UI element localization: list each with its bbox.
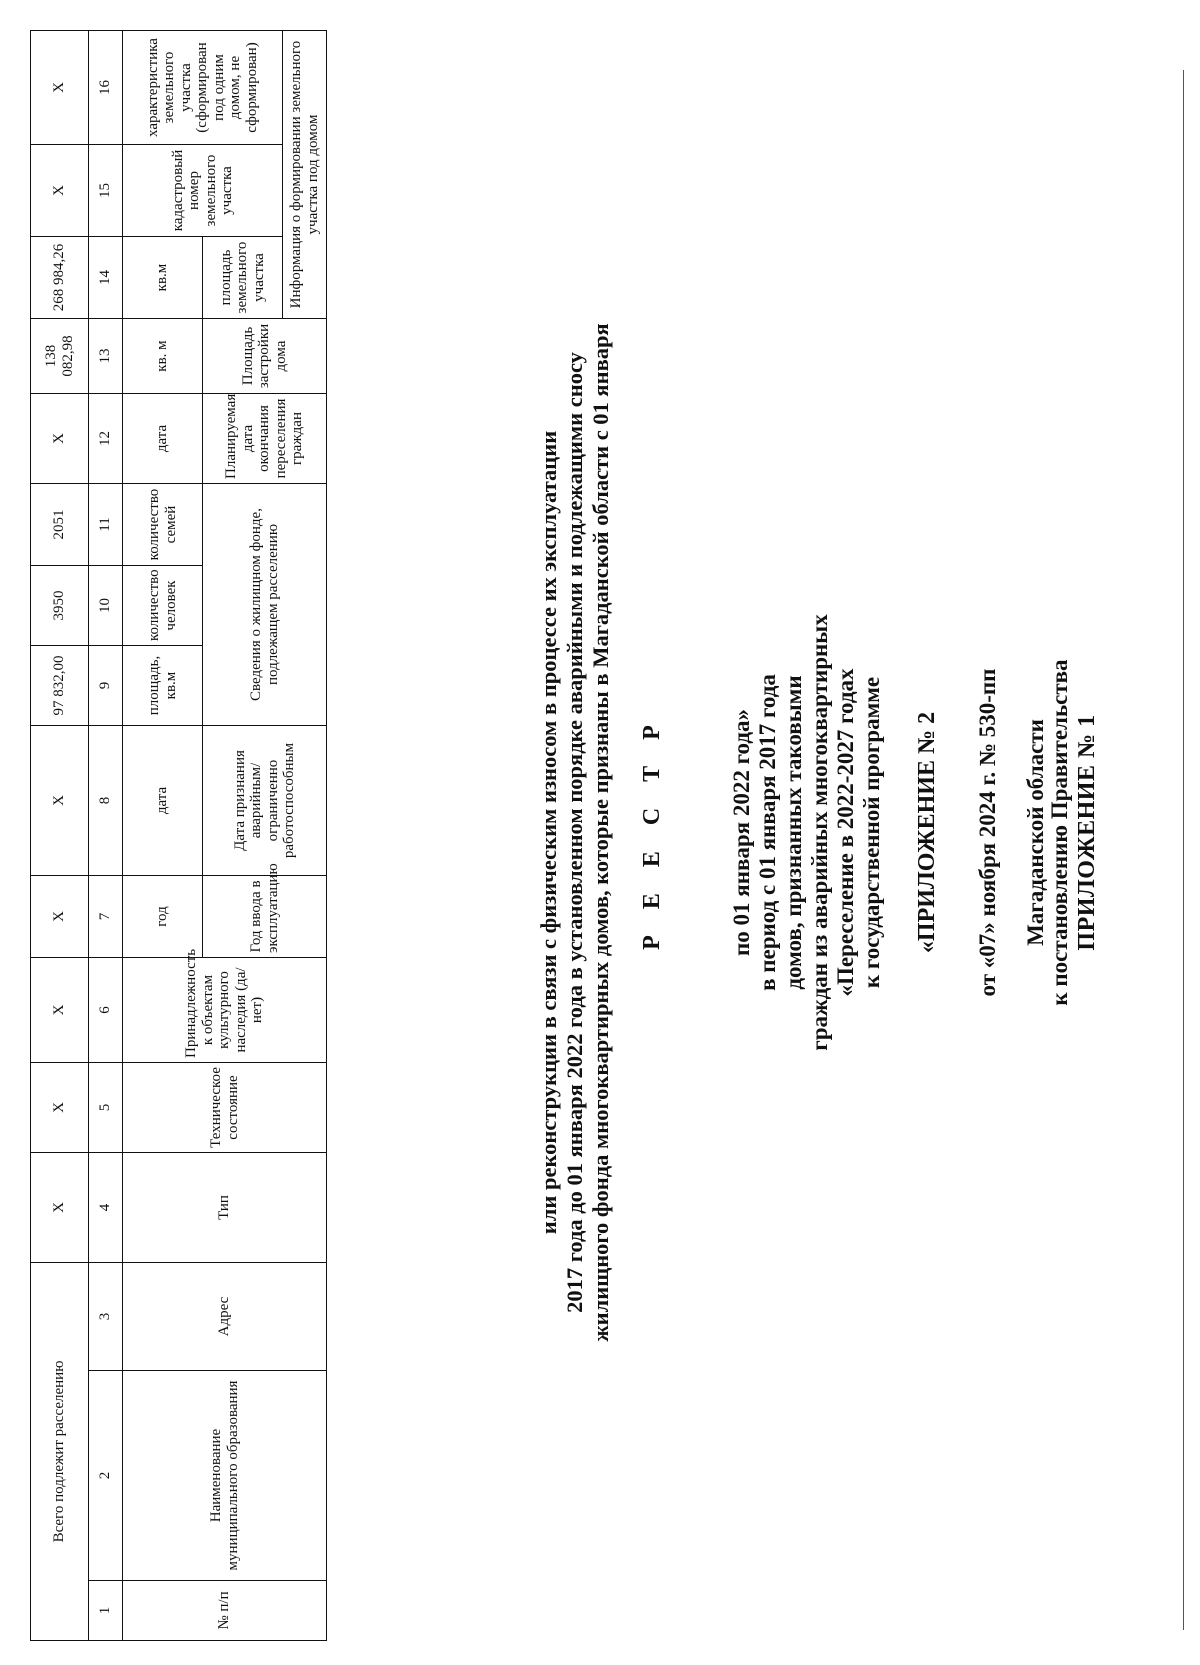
- header-municipality: Наименование муниципального образования: [123, 1371, 327, 1581]
- header-cadastral-number: кадастровый номер земельного участка: [123, 145, 283, 237]
- column-number: 3: [89, 1263, 123, 1371]
- register-subtitle-line3: или реконструкции в связи с физическим износом в процессе их эксплуатации: [536, 430, 561, 1235]
- total-persons: 3950: [31, 566, 89, 646]
- total-label: Всего подлежит расселению: [31, 1263, 89, 1641]
- header-persons: количество человек: [123, 566, 203, 646]
- total-cell: Х: [31, 876, 89, 958]
- total-cell: Х: [31, 726, 89, 876]
- header-type: Тип: [123, 1153, 327, 1263]
- header-year-commissioned: Год ввода в эксплуатацию: [203, 876, 327, 958]
- column-number: 12: [89, 394, 123, 484]
- column-number: 6: [89, 958, 123, 1063]
- column-number: 15: [89, 145, 123, 237]
- column-number: 10: [89, 566, 123, 646]
- column-number: 8: [89, 726, 123, 876]
- total-cell: Х: [31, 145, 89, 237]
- total-built-area: 138 082,98: [31, 319, 89, 394]
- header-address: Адрес: [123, 1263, 327, 1371]
- total-cell: Х: [31, 394, 89, 484]
- register-subtitle-line1: жилищного фонда многоквартирных домов, которые признаны в Магаданской области с 01 января: [588, 323, 613, 1342]
- unit-year: год: [123, 876, 203, 958]
- total-cell: Х: [31, 31, 89, 145]
- column-number: 7: [89, 876, 123, 958]
- total-cell: Х: [31, 958, 89, 1063]
- appendix1-heading: ПРИЛОЖЕНИЕ № 1: [1074, 714, 1100, 951]
- program-line6: по 01 января 2022 года»: [729, 709, 754, 956]
- program-line3: граждан из аварийных многоквартирных: [807, 614, 832, 1051]
- total-cell: Х: [31, 1063, 89, 1153]
- program-line4: домов, признанных таковыми: [781, 675, 806, 990]
- register-subtitle-line2: 2017 года до 01 января 2022 года в установленном порядке аварийными и подлежащими сносу: [562, 352, 587, 1313]
- table-total-row: [31, 31, 89, 1641]
- total-area: 97 832,00: [31, 646, 89, 726]
- header-housing-info: Сведения о жилищном фонде, подлежащем расселению: [203, 484, 327, 726]
- header-line1: к постановлению Правительства: [1047, 659, 1072, 1006]
- header-number: № п/п: [123, 1581, 327, 1641]
- register-table: [30, 30, 327, 1641]
- register-title: Р Е Е С Т Р: [639, 715, 665, 950]
- total-families: 2051: [31, 484, 89, 566]
- header-emergency-date: Дата признания аварийным/ ограниченно работоспособным: [203, 726, 327, 876]
- unit-sq-m: кв. м: [123, 319, 203, 394]
- column-number: 14: [89, 237, 123, 319]
- unit-date: дата: [123, 726, 203, 876]
- header-date-line: от «07» ноября 2024 г. № 530-пп: [975, 668, 1000, 997]
- program-line1: к государственной программе: [859, 676, 884, 989]
- units-row: [123, 31, 203, 1641]
- unit-sq-m: кв.м: [123, 237, 203, 319]
- program-line2: «Переселение в 2022-2027 годах: [833, 668, 858, 997]
- header-cultural-heritage: Принадлежность к объектам культурного наследия (да/нет): [123, 958, 327, 1063]
- column-number: 16: [89, 31, 123, 145]
- total-cell: Х: [31, 1153, 89, 1263]
- header-land-info: Информация о формировании земельного участка под домом: [283, 31, 327, 319]
- header-families: количество семей: [123, 484, 203, 566]
- column-number: 13: [89, 319, 123, 394]
- column-number: 5: [89, 1063, 123, 1153]
- column-numbers-row: [89, 31, 123, 1641]
- header-land-characteristic: характеристика земельного участка (сформирован под одним домом, не сформирован): [123, 31, 283, 145]
- header-technical-state: Техническое состояние: [123, 1063, 327, 1153]
- column-number: 2: [89, 1371, 123, 1581]
- header-line2: Магаданской области: [1023, 719, 1048, 946]
- total-land-area: 268 984,26: [31, 237, 89, 319]
- column-number: 4: [89, 1153, 123, 1263]
- header-area: площадь, кв.м: [123, 646, 203, 726]
- unit-date: дата: [123, 394, 203, 484]
- header-resettlement-date: Планируемая дата окончания переселения граждан: [203, 394, 327, 484]
- program-line5: в период с 01 января 2017 года: [755, 674, 780, 991]
- header-built-area: Площадь застройки дома: [203, 319, 327, 394]
- column-number: 1: [89, 1581, 123, 1641]
- column-number: 9: [89, 646, 123, 726]
- header-land-area: площадь земельного участка: [203, 237, 283, 319]
- appendix2-heading: «ПРИЛОЖЕНИЕ № 2: [914, 711, 940, 954]
- column-number: 11: [89, 484, 123, 566]
